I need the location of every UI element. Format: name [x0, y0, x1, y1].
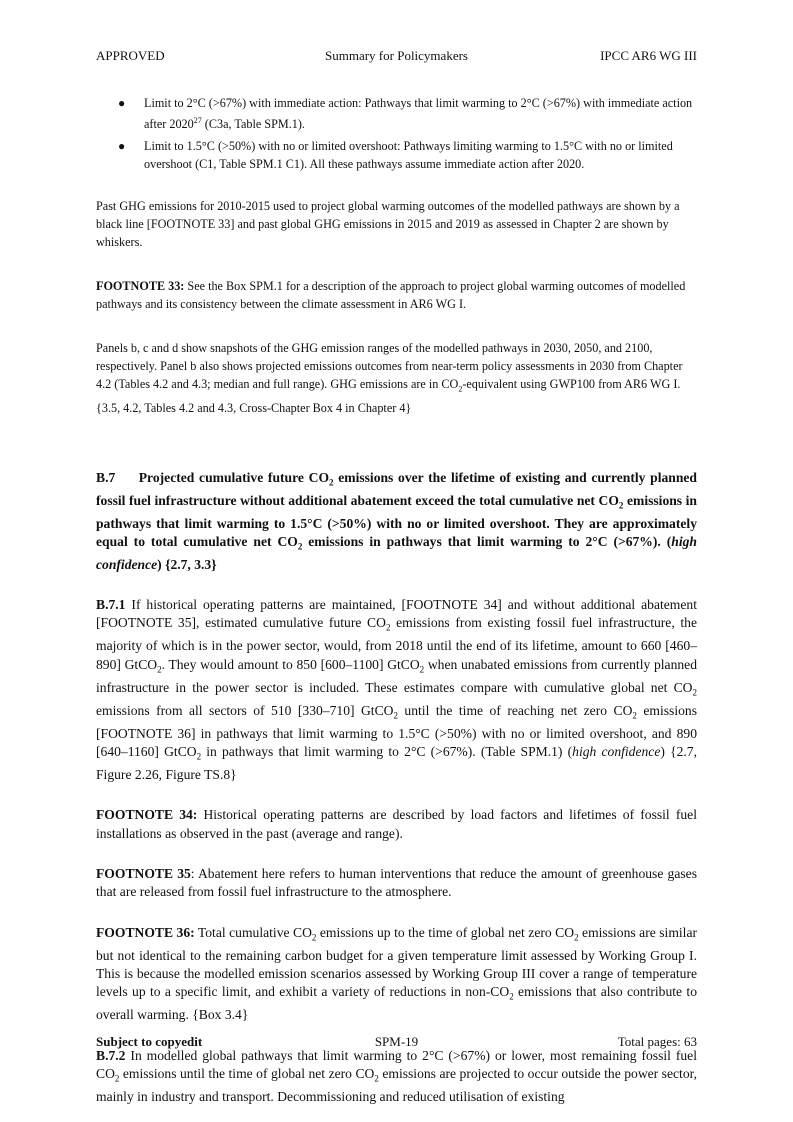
- footnote-33: FOOTNOTE 33: See the Box SPM.1 for a description of the approach to project global warming outcomes of modelled pathways and its consistency between the climate assessment in AR6 WG I.: [96, 279, 686, 312]
- para-panels: Panels b, c and d show snapshots of the GHG emission ranges of the modelled pathways in 2030, 2050, and 2100, respectively. Panel b also shows projected emissions outcomes from near-term policy assessments in 2030 from Chapter 4.2 (Tables 4.2 and 4.3; median and full range). GHG emissions are in $CO_2$-equivalent using GWP100 from AR6 WG I. {3.5, 4.2, Tables 4.2 and 4.3, Cross-Chapter Box 4 in Chapter 4}: [96, 341, 683, 415]
- total-pages: Total pages: 63: [617, 1034, 697, 1049]
- header-report: IPCC AR6 WG III: [600, 48, 697, 63]
- page-content: [96, 94, 697, 1106]
- page-footer: [96, 1034, 697, 1050]
- bullet-list: [96, 94, 697, 173]
- para-past-emissions: Past GHG emissions for 2010-2015 used to project global warming outcomes of the modelled pathways are shown by a black line [FOOTNOTE 33] and past global GHG emissions in 2015 and 2019 as assessed in Chapter 2 are shown by whiskers.: [96, 199, 680, 250]
- header-status: APPROVED: [96, 48, 165, 63]
- bullet-dot-icon: ●: [118, 96, 126, 110]
- bullet-item: ● Limit to 1.5°C (>50%) with no or limited overshoot: Pathways limiting warming to 1.5°C with no or limited overshoot (C1, Table SPM.1 C1). All these pathways assume immediate action after 2020.: [118, 139, 673, 172]
- bullet-dot-icon: ●: [118, 139, 126, 154]
- footnote-35: FOOTNOTE 35: Abatement here refers to human interventions that reduce the amount of greenhouse gases that are released from fossil fuel infrastructure to the atmosphere.: [96, 866, 697, 900]
- bullet-item: ● Limit to 2°C (>67%) with immediate action: Pathways that limit warming to 2°C (>67%) with immediate action after 2020$^{27}$ (C3a, Table SPM.1).: [118, 96, 693, 132]
- footer-copyedit: Subject to copyedit: [96, 1034, 203, 1049]
- section-b7-1: B.7.1 If historical operating patterns are maintained, [FOOTNOTE 34] and without additional abatement [FOOTNOTE 35], estimated cumulative future $CO_2$ emissions from existing fossil fuel infrastructure, the majority of which is in the power sector, would, from 2018 until the end of its lifetime, amount to 660 [460–890] GtCO$_2$. They would amount to 850 [600–1100] GtCO$_2$ when unabated emissions from currently planned infrastructure in the power sector is included. These estimates compare with cumulative global net $CO_2$ emissions from all sectors of 510 [330–710] GtCO$_2$ until the time of reaching net zero $CO_2$ emissions [FOOTNOTE 36] in pathways that limit warming to 1.5°C (>50%) with no or limited overshoot, and 890 [640–1160] GtCO$_2$ in pathways that limit warming to 2°C (>67%). (Table SPM.1) (high confidence) {2.7, Figure 2.26, Figure TS.8}: [96, 597, 697, 783]
- header-title: Summary for Policymakers: [325, 48, 468, 63]
- footnote-34: FOOTNOTE 34: Historical operating patterns are described by load factors and lifetimes of fossil fuel installations as observed in the past (average and range).: [96, 807, 697, 841]
- section-b7-heading: B.7 Projected cumulative future $CO_2$ emissions over the lifetime of existing and currently planned fossil fuel infrastructure without additional abatement exceed the total cumulative net $CO_2$ emissions in pathways that limit warming to 1.5°C (>50%) with no or limited overshoot. They are approximately equal to total cumulative net $CO_2$ emissions in pathways that limit warming to 2°C (>67%). (high confidence) {2.7, 3.3}: [96, 469, 697, 572]
- page-number: SPM-19: [374, 1034, 419, 1049]
- page-header: [96, 48, 697, 64]
- footnote-36: FOOTNOTE 36: Total cumulative $CO_2$ emissions up to the time of global net zero $CO_2$ emissions are similar but not identical to the remaining carbon budget for a given temperature limit assessed by Working Group I. This is because the modelled emission scenarios assessed by Working Group III cover a range of temperature levels up to a specific limit, and exhibit a variety of reductions in non-$CO_2$ emissions that also contribute to overall warming. {Box 3.4}: [96, 924, 698, 1023]
- section-b7-2: B.7.2 In modelled global pathways that limit warming to 2°C (>67%) or lower, most remaining fossil fuel $CO_2$ emissions until the time of global net zero $CO_2$ emissions are projected to occur outside the power sector, mainly in industry and transport. Decommissioning and reduced utilisation of existing: [96, 1047, 697, 1104]
